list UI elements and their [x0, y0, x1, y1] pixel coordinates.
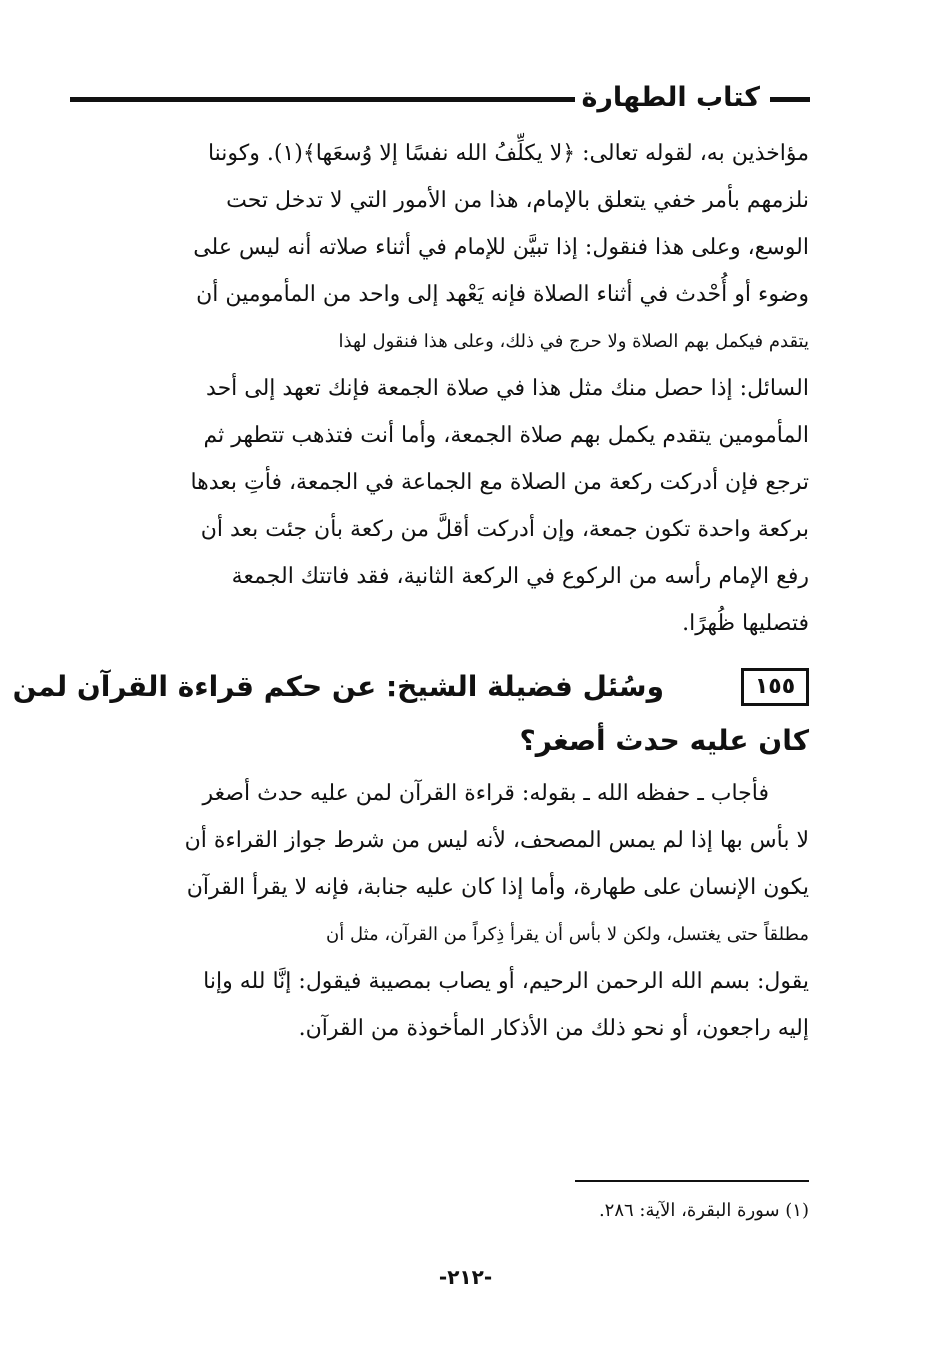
answer-paragraph	[75, 770, 809, 1052]
text-line: يقول: بسم الله الرحمن الرحيم، أو يصاب بمصيبة فيقول: إنَّا لله وإنا	[203, 969, 809, 994]
text-line: الوسع، وعلى هذا فنقول: إذا تبيَّن للإمام في أثناء صلاته أنه ليس على	[193, 235, 809, 260]
header-dash	[770, 97, 810, 102]
text-line: يكون الإنسان على طهارة، وأما إذا كان عليه جنابة، فإنه لا يقرأ القرآن	[186, 875, 809, 900]
running-header	[70, 80, 810, 120]
header-rule	[70, 97, 575, 102]
text-line: المأمومين يتقدم يكمل بهم صلاة الجمعة، وأما أنت فتذهب تتطهر ثم	[203, 423, 809, 448]
text-line: مطلقاً حتى يغتسل، ولكن لا بأس أن يقرأ ذِكراً من القرآن، مثل أن	[326, 924, 809, 945]
text-line: ترجع فإن أدركت ركعة من الصلاة مع الجماعة في الجمعة، فأتِ بعدها	[190, 470, 809, 495]
question-title-line: كان عليه حدث أصغر؟	[519, 724, 809, 757]
text-line: وضوء أو أُحْدث في أثناء الصلاة فإنه يَعْهد إلى واحد من المأمومين أن	[196, 282, 809, 307]
text-line: يتقدم فيكمل بهم الصلاة ولا حرج في ذلك، وعلى هذا فنقول لهذا	[338, 331, 809, 352]
text-line: إليه راجعون، أو نحو ذلك من الأذكار المأخوذة من القرآن.	[298, 1016, 809, 1041]
paragraph-continuation	[75, 130, 809, 647]
text-line: فتصليها ظُهرًا.	[682, 611, 809, 636]
text-line: مؤاخذين به، لقوله تعالى: ﴿لا يكلِّفُ الله نفسًا إلا وُسعَها﴾(١). وكوننا	[207, 141, 809, 166]
text-line: لا بأس بها إذا لم يمس المصحف، لأنه ليس من شرط جواز القراءة أن	[184, 828, 809, 853]
footnote-separator	[575, 1180, 809, 1182]
text-line: فأجاب ـ حفظه الله ـ بقوله: قراءة القرآن لمن عليه حدث أصغر	[202, 781, 769, 806]
text-line: نلزمهم بأمر خفي يتعلق بالإمام، هذا من الأمور التي لا تدخل تحت	[226, 188, 809, 213]
text-line: بركعة واحدة تكون جمعة، وإن أدركت أقلَّ من ركعة بأن جئت بعد أن	[200, 517, 809, 542]
page-number: -٢١٢-	[438, 1265, 493, 1289]
text-line: رفع الإمام رأسه من الركوع في الركعة الثانية، فقد فاتتك الجمعة	[231, 564, 809, 589]
question-title-line: وسُئل فضيلة الشيخ: عن حكم قراءة القرآن لمن	[12, 670, 664, 703]
text-line: السائل: إذا حصل منك مثل هذا في صلاة الجمعة فإنك تعهد إلى أحد	[206, 376, 809, 401]
header-title: كتاب الطهارة	[581, 82, 760, 113]
footnote: (١) سورة البقرة، الآية: ٢٨٦.	[598, 1200, 809, 1221]
question-number-box: ١٥٥	[741, 668, 809, 706]
